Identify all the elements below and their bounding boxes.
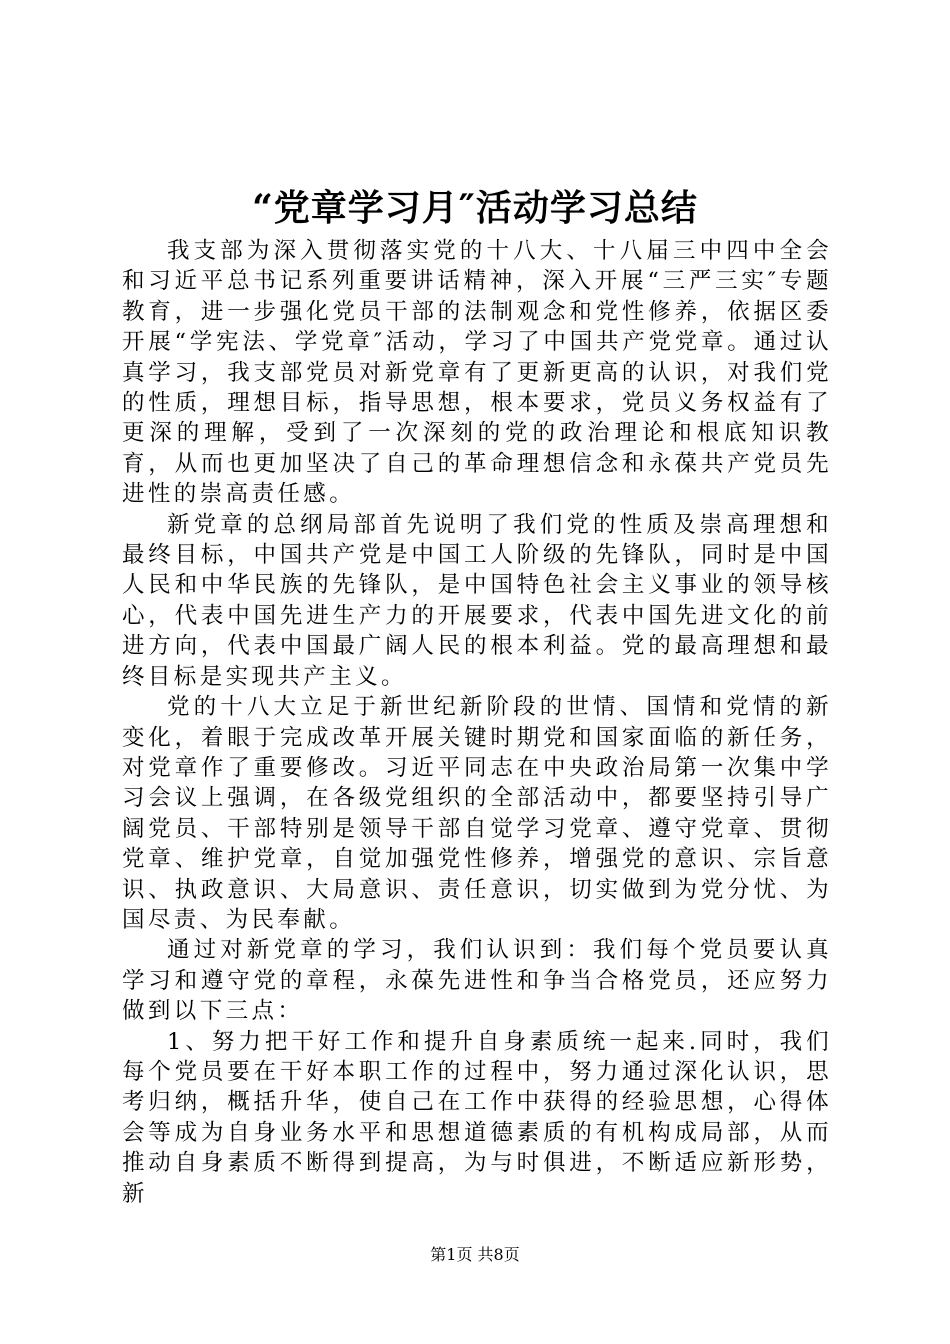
document-body <box>122 236 832 1209</box>
paragraph-eighteenth-congress: 党的十八大立足于新世纪新阶段的世情、国情和党情的新变化，着眼于完成改革开展关键时期党和国家面临的新任务，对党章作了重要修改。习近平同志在中央政治局第一次集中学习会议上强调，在各级党组织的全部活动中，都要坚持引导广阔党员、干部特别是领导干部自觉学习党章、遵守党章、贯彻党章、维护党章，自觉加强党性修养，增强党的意识、宗旨意识、执政意识、大局意识、责任意识，切实做到为党分忧、为国尽责、为民奉献。 <box>122 694 832 933</box>
paragraph-intro: 我支部为深入贯彻落实党的十八大、十八届三中四中全会和习近平总书记系列重要讲话精神，深入开展“三严三实″专题教育，进一步强化党员干部的法制观念和党性修养，依据区委开展“学宪法、学党章″活动，学习了中国共产党党章。通过认真学习，我支部党员对新党章有了更新更高的认识，对我们党的性质，理想目标，指导思想，根本要求，党员义务权益有了更深的理解，受到了一次深刻的党的政治理论和根底知识教育，从而也更加坚决了自己的革命理想信念和永葆共产党员先进性的崇高责任感。 <box>122 238 832 508</box>
document-title: “党章学习月″活动学习总结 <box>252 187 698 229</box>
page-footer: 第1页 共8页 <box>430 1245 520 1264</box>
paragraph-point-one: 1、努力把干好工作和提升自身素质统一起来.同时，我们每个党员要在干好本职工作的过程中，努力通过深化认识，思考归纳，概括升华，使自己在工作中获得的经验思想，心得体会等成为自身业务水平和思想道德素质的有机构成局部，从而推动自身素质不断得到提高，为与时俱进，不断适应新形势，新 <box>122 1028 832 1207</box>
paragraph-general-outline: 新党章的总纲局部首先说明了我们党的性质及崇高理想和最终目标，中国共产党是中国工人阶级的先锋队，同时是中国人民和中华民族的先锋队，是中国特色社会主义事业的领导核心，代表中国先进生产力的开展要求，代表中国先进文化的前进方向，代表中国最广阔人民的根本利益。党的最高理想和最终目标是实现共产主义。 <box>122 511 832 690</box>
paragraph-learning-conclusion: 通过对新党章的学习，我们认识到：我们每个党员要认真学习和遵守党的章程，永葆先进性和争当合格党员，还应努力做到以下三点： <box>122 937 832 1025</box>
